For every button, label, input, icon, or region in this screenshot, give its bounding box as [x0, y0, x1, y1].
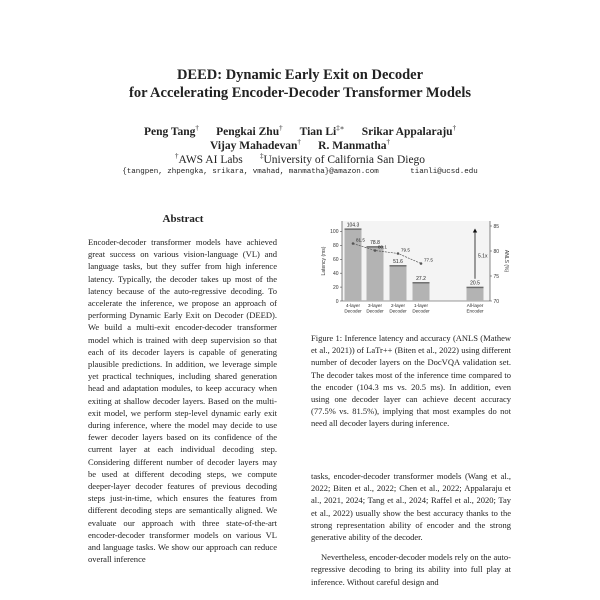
author-name: Vijay Mahadevan [209, 139, 298, 152]
email-ucsd: tianli@ucsd.edu [410, 168, 478, 176]
accuracy-label: 77.5 [424, 257, 433, 263]
speedup-label: 5.1x [478, 253, 488, 260]
bar-value-label: 27.2 [416, 276, 426, 283]
x-tick-label: Decoder [366, 308, 384, 314]
x-tick-label: All-layer [466, 303, 484, 308]
accuracy-label: 81.5 [356, 237, 365, 243]
paper-title-line-2: for Accelerating Encoder-Decoder Transformer Models [128, 85, 471, 101]
x-tick-label: 3-layer [367, 303, 383, 308]
author-name: Peng Tang [143, 125, 196, 138]
abstract-heading: Abstract [162, 213, 204, 225]
author-name: R. Manmatha [318, 139, 387, 152]
author-mark: † [279, 124, 283, 132]
x-tick-label: 1-layer [413, 303, 429, 308]
bar [467, 287, 484, 301]
affil-mark: † [174, 152, 179, 160]
affil-name: AWS AI Labs [178, 153, 243, 166]
y-axis-label: Latency (ms) [321, 246, 327, 276]
y-tick-label-right: 70 [493, 298, 500, 305]
author-mark: † [297, 138, 301, 146]
author-mark: ‡∗ [336, 124, 345, 132]
figure-1-chart [300, 213, 515, 318]
accuracy-point [420, 262, 423, 265]
bar [367, 246, 384, 301]
author-name: Srikar Appalaraju [361, 125, 453, 138]
affil-mark: ‡ [259, 152, 264, 160]
bar [413, 282, 430, 301]
email-aws: {tangpen, zhpengka, srikara, vmahad, manmatha}@amazon.com [122, 168, 379, 176]
y-tick-label: 100 [330, 229, 339, 236]
author-mark: † [195, 124, 199, 132]
bar-value-label: 20.5 [470, 280, 480, 287]
paragraph: tasks, encoder-decoder transformer models (Wang et al., 2022; Biten et al., 2022; Chen et al., 2022; Appalaraju et al., 2021, 2024; Tang et al., 2024; Raffel et al., 2020; Tay et al., 2022) usually show the best accuracy thanks to the strong representation ability of encoder and the strong generative ability of the decoder. [311, 471, 511, 543]
y-tick-label-right: 80 [493, 248, 500, 255]
paragraph: Nevertheless, encoder-decoder models rely on the auto-regressive decoding to bring its ability into full play at inference. Without careful design and [311, 552, 511, 587]
x-tick-label: Encoder [466, 308, 484, 314]
bar-value-label: 104.3 [346, 222, 360, 229]
author-name: Tian Li [299, 125, 337, 138]
x-tick-label: 4-layer [345, 303, 361, 308]
bar-value-label: 51.6 [393, 259, 403, 266]
x-tick-label: Decoder [389, 308, 407, 314]
author-mark: † [386, 138, 391, 146]
y-tick-label: 60 [332, 257, 339, 264]
bar-top-edge [413, 282, 430, 283]
accuracy-label: 79.5 [401, 247, 410, 253]
accuracy-point [374, 249, 377, 252]
author-mark: † [452, 124, 457, 132]
author-emails [0, 167, 600, 177]
accuracy-label: 80.1 [378, 244, 387, 250]
y-tick-label: 40 [332, 270, 339, 277]
x-tick-label: Decoder [412, 308, 430, 314]
x-tick-label: Decoder [344, 308, 362, 314]
author-name: Pengkai Zhu [216, 125, 280, 138]
y-tick-label: 0 [335, 298, 339, 305]
y-tick-label-right: 85 [493, 223, 500, 230]
bar [390, 265, 407, 301]
body-text-right [311, 470, 511, 596]
accuracy-point [352, 242, 355, 245]
bar-value-label: 78.8 [370, 240, 380, 247]
y-axis-label-right: ANLS (%) [503, 249, 509, 273]
bar-top-edge [345, 228, 362, 229]
bar-top-edge [467, 287, 484, 288]
accuracy-point [397, 252, 400, 255]
y-tick-label: 80 [332, 243, 339, 250]
y-tick-label: 20 [332, 284, 339, 291]
affil-name: University of California San Diego [263, 153, 426, 166]
bar-top-edge [390, 265, 407, 266]
affiliations [0, 149, 600, 168]
abstract-text: Encoder-decoder transformer models have achieved great success on various vision-language (VL) and language tasks, but they suffer from high inference latency. Typically, the decoder takes up most of the latency because of the auto-regressive decoding. To accelerate the inference, we propose an approach of performing Dynamic Early Exit on Decoder (DEED). We build a multi-exit encoder-decoder transformer model which is trained with deep supervision so that each of its decoder layers is capable of generating plausible predictions. In addition, we leverage simple yet practical techniques, including shared generation head and adaptation modules, to keep accuracy when exiting at shallow decoder layers. Based on the multi-exit model, we perform step-level dynamic early exit during inference, where the model may decide to use fewer decoder layers based on its confidence of the current layer at each individual decoding step. Considering different number of decoder layers may be used at different decoding steps, we compute deeper-layer decoder features of previous decoding steps just-in-time, which ensures the features from different decoding steps are semantically aligned. We evaluate our approach with three state-of-the-art encoder-decoder transformer models on various VL and language tasks. We show our approach can reduce overall inference [88, 237, 277, 565]
figure-caption: Figure 1: Inference latency and accuracy (ANLS (Mathew et al., 2021)) of LaTr++ (Biten et al., 2022) using different number of decoder layers on the DocVQA validation set. The decoder takes most of the inference time compared to the encoder (104.3 ms vs. 20.5 ms). In addition, even using one decoder layer can achieve decent accuracy (77.5% vs. 81.5%), implying that most examples do not need all decoder layers during inference. [311, 333, 511, 429]
y-tick-label-right: 75 [493, 273, 500, 280]
paper-title-line-1: DEED: Dynamic Early Exit on Decoder [176, 67, 424, 83]
x-tick-label: 2-layer [390, 303, 406, 308]
